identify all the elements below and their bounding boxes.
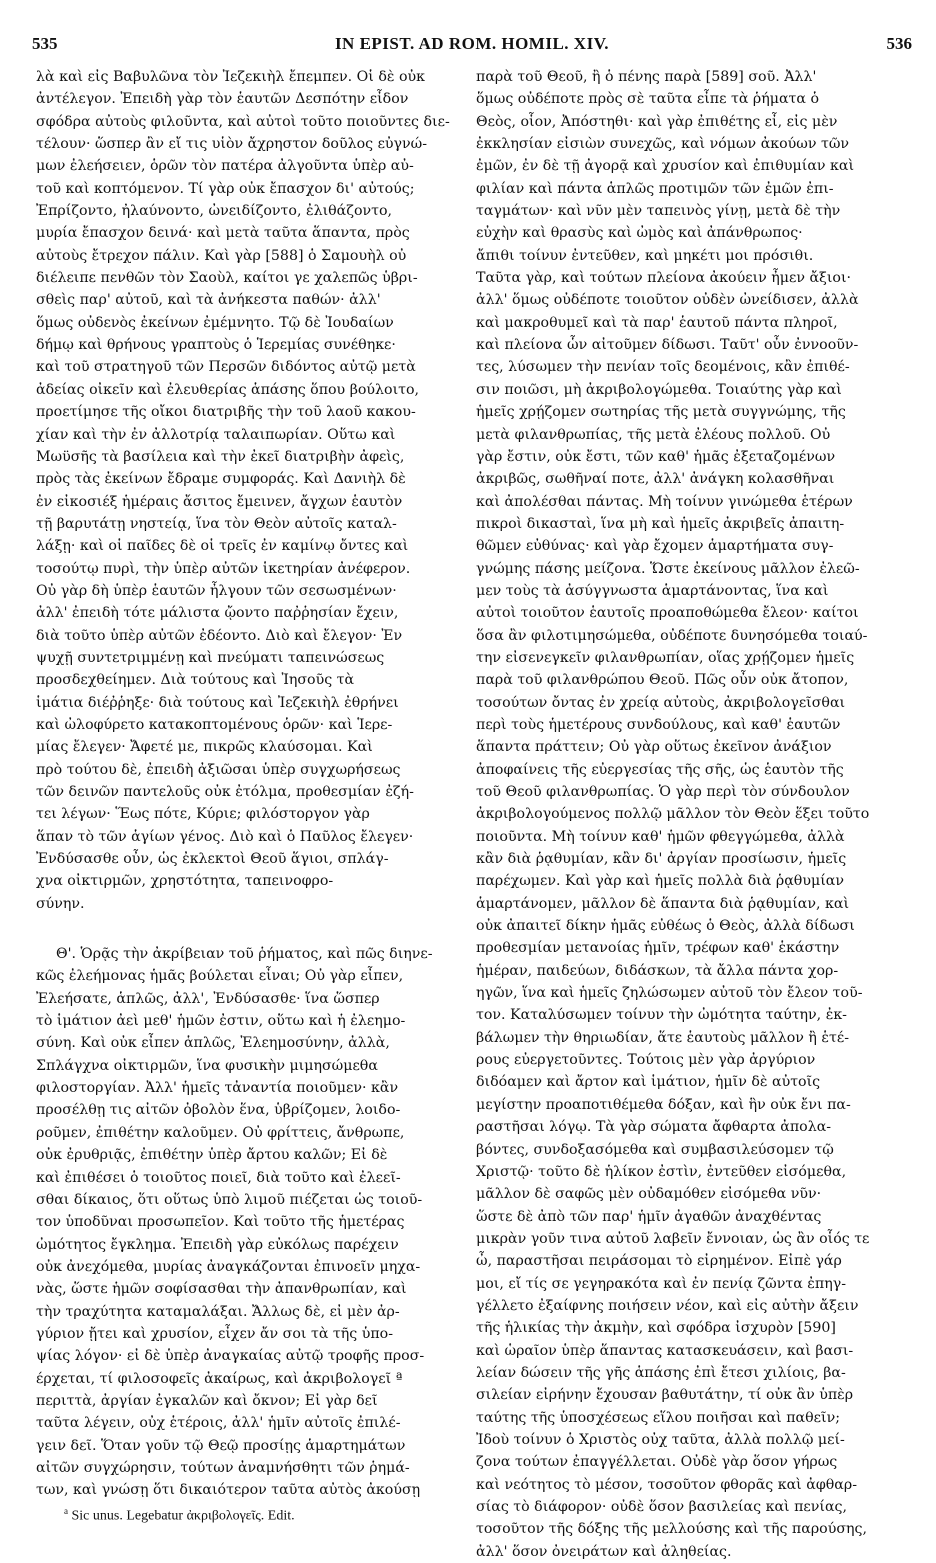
text-line: καὶ μακροθυμεῖ καὶ τὰ παρ' ἑαυτοῦ πάντα πληροῖ,	[476, 314, 838, 331]
text-line: φιλίαν καὶ πάντα ἁπλῶς προτιμῶν τῶν ἐμῶν ἐπι-	[476, 180, 834, 197]
running-header	[32, 34, 912, 60]
text-line: Χριστῷ· τοῦτο δὲ ἡλίκον ἐστὶν, ἐντεῦθεν εἰσόμεθα,	[476, 1163, 847, 1180]
text-line: οὐκ ἐρυθριᾷς, ἐπιθέτην ὑπὲρ ἄρτου καλῶν; Εἰ δὲ	[36, 1147, 388, 1164]
left-column	[36, 66, 454, 1502]
text-line: ἅπαν τὸ τῶν ἁγίων γένος. Διὸ καὶ ὁ Παῦλος ἔλεγεν·	[36, 828, 414, 845]
text-line: ἁμαρτάνομεν, μᾶλλον δὲ ἅπαντα διὰ ῥᾳθυμίαν, καὶ	[476, 895, 850, 912]
text-line: ψίας λόγον· εἰ δὲ ὑπὲρ ἀναγκαίας αὐτῷ τροφῆς προσ-	[36, 1348, 425, 1365]
text-line: Ἐπρίζοντο, ἠλαύνοντο, ὠνειδίζοντο, ἐλιθάζοντο,	[36, 203, 393, 220]
text-line: Ἐνδύσασθε οὖν, ὡς ἐκλεκτοὶ Θεοῦ ἅγιοι, σπλάγ-	[36, 851, 389, 868]
text-line: παρὰ τοῦ Θεοῦ, ἢ ὁ πένης παρὰ [589] σοῦ. Ἀλλ'	[476, 69, 817, 85]
text-line: Σπλάγχνα οἰκτιρμῶν, ἵνα φυσικὴν μιμησώμεθα	[36, 1057, 378, 1074]
text-line: δήμῳ καὶ θρήνους γραπτοὺς ὁ Ἱερεμίας συνέθηκε·	[36, 337, 396, 354]
running-title: IN EPIST. AD ROM. HOMIL. XIV.	[334, 34, 610, 53]
text-line: βόντες, συνδοξασόμεθα καὶ συμβασιλεύσομεν τῷ	[476, 1141, 834, 1158]
text-line: τοσούτῳ πυρὶ, τὴν ὑπὲρ αὐτῶν ἱκετηρίαν ἀνέφερον.	[36, 560, 411, 577]
text-line: ταῦτα λέγειν, οὐχ ἑτέροις, ἀλλ' ἡμῖν αὐτοῖς ἐπιλέ-	[36, 1415, 401, 1432]
text-line: ἡμέραν, παιδεύων, διδάσκων, τὰ ἄλλα πάντα χορ-	[476, 962, 839, 979]
text-line: αὐτοὶ τοιοῦτον ἑαυτοῖς προαποθώμεθα ἔλεον· καίτοι	[476, 605, 859, 622]
text-line: ἀκριβῶς, σωθῆναί ποτε, ἀλλ' ἀνάγκη κολασθῆναι	[476, 471, 835, 488]
text-line: περὶ τοὺς ἡμετέρους συνδούλους, καὶ καθ' ἑαυτῶν	[476, 716, 841, 733]
text-line: τῇ βαρυτάτῃ νηστείᾳ, ἵνα τὸν Θεὸν αὐτοῖς καταλ-	[36, 515, 397, 532]
text-line: βάλωμεν τὴν θηριωδίαν, ἅτε ἑαυτοὺς μᾶλλον ἢ ἑτέ-	[476, 1029, 850, 1046]
text-line: οὐκ ἀνεχόμεθα, μυρίας ἀναγκάζονται ἐπινοεῖν μηχα-	[36, 1258, 421, 1275]
text-line: σιλείαν εἰρήνην ἔχουσαν βαθυτάτην, τί οὐκ ἂν ὑπὲρ	[476, 1387, 854, 1404]
text-line: διὰ τοῦτο ὑπὲρ αὐτῶν ἐδέοντο. Διὸ καὶ ἔλεγον· Ἐν	[36, 627, 403, 644]
text-line: γειν δεῖ. Ὅταν γοῦν τῷ Θεῷ προσίῃς ἁμαρτημάτων	[36, 1437, 406, 1454]
text-line: ἡμεῖς χρῄζομεν σωτηρίας τῆς μετὰ συγγνώμης, τῆς	[476, 404, 846, 421]
text-line: τοσούτων ὄντας ἐν χρείᾳ αὐτοὺς, ἀκριβολογεῖσθαι	[476, 694, 846, 711]
left-column-text-part2	[36, 943, 454, 1502]
text-line: πικροὶ δικασταὶ, ἵνα μὴ καὶ ἡμεῖς ἀκριβεῖς ἀπαιτη-	[476, 515, 845, 532]
text-line: διδόαμεν καὶ ἄρτον καὶ ἱμάτιον, ἡμῖν δὲ αὐτοῖς	[476, 1074, 821, 1091]
right-column-text	[476, 66, 900, 1563]
text-line: τῆς ἡλικίας τὴν ἀκμὴν, καὶ σφόδρα ἰσχυρὸν [590]	[476, 1320, 836, 1337]
text-line: προσδεχθείημεν. Διὰ τούτους καὶ Ἰησοῦς τὰ	[36, 672, 355, 689]
text-line: χνα οἰκτιρμῶν, χρηστότητα, ταπεινοφρο-	[36, 873, 334, 890]
text-line: ταγμάτων· καὶ νῦν μὲν ταπεινὸς γίνῃ, μετὰ δὲ τὴν	[476, 203, 841, 220]
text-line: γνώμης πάσης μείζονα. Ὥστε ἐκείνους μᾶλλον ἐλεῶ-	[476, 560, 860, 577]
text-line: προετίμησε τῆς οἴκοι διατριβῆς τὴν τοῦ λαοῦ κακου-	[36, 404, 416, 421]
text-line: ἄπιθι τοίνυν ἐντεῦθεν, καὶ μηκέτι μοι πρόσιθι.	[476, 247, 814, 264]
text-line: τοῦ καὶ κοπτόμενον. Τί γὰρ οὐκ ἔπασχον δι' αὐτούς;	[36, 180, 415, 197]
text-line: τὸ ἱμάτιον ἀεὶ μεθ' ἡμῶν ἐστιν, οὕτω καὶ ἡ ἐλεημο-	[36, 1013, 406, 1030]
text-line: μικρὰν γοῦν τινα αὐτοῦ λαβεῖν ἔννοιαν, ὡς ἂν οἷός τε	[476, 1230, 870, 1247]
text-line: περιττὰ, ἀργίαν ἐγκαλῶν καὶ ὄκνον; Εἰ γὰρ δεῖ	[36, 1392, 378, 1409]
text-line: καὶ ἐπιθέσει ὁ τοιοῦτος ποιεῖ, διὰ τοῦτο καὶ ἐλεεῖ-	[36, 1169, 401, 1186]
text-line: την εἰσενεγκεῖν φιλανθρωπίαν, οἵας χρῄζομεν ἡμεῖς	[476, 649, 855, 666]
text-line: κῶς ἐλεήμονας ἡμᾶς βούλεται εἶναι; Οὐ γὰρ εἶπεν,	[36, 968, 404, 985]
text-line: μεγίστην προαποτιθέμεθα δόξαν, καὶ ἣν οὐκ ἔνι πα-	[476, 1096, 851, 1113]
text-line: προσέλθῃ τις αἰτῶν ὀβολὸν ἕνα, ὑβρίζομεν, λοιδο-	[36, 1102, 401, 1119]
text-line: ἀντέλεγον. Ἐπειδὴ γὰρ τὸν ἑαυτῶν Δεσπότην εἶδον	[36, 91, 409, 108]
text-line: χίαν καὶ τὴν ἐν ἀλλοτρίᾳ ταλαιπωρίαν. Οὕτω καὶ	[36, 426, 396, 443]
text-line: καὶ πλείονα ὧν αἰτοῦμεν δίδωσι. Ταῦτ' οὖν ἐννοοῦν-	[476, 337, 859, 354]
text-line: σφόδρα αὐτοὺς φιλοῦντα, καὶ αὐτοὶ τοῦτο ποιοῦντες διε-	[36, 113, 450, 130]
text-line: μετὰ φιλανθρωπίας, τῆς μετὰ ἐλέους πολλοῦ. Οὐ	[476, 426, 831, 443]
text-line: ὦ, παραστῆσαι πειράσομαι τὸ εἰρημένον. Εἰπὲ γάρ	[476, 1253, 842, 1270]
text-line: σύνη. Καὶ οὐκ εἶπεν ἁπλῶς, Ἐλεημοσύνην, ἀλλὰ,	[36, 1035, 390, 1052]
text-line: ἀδείας οἰκεῖν καὶ ἐλευθερίας ἁπάσης ὅπου βούλοιτο,	[36, 381, 420, 398]
text-line: ἀλλ' ἐπειδὴ τότε μάλιστα ᾤοντο παῤῥησίαν ἔχειν,	[36, 605, 399, 622]
footnote-marker: a	[64, 1506, 68, 1516]
text-line: ἀκριβολογούμενος πολλῷ μᾶλλον τὸν Θεὸν ἕξει τοῦτο	[476, 806, 870, 823]
text-line: ἐν εἰκοσιέξ ἡμέραις ἄσιτος ἔμεινεν, ἄγχων ἑαυτὸν	[36, 493, 403, 510]
text-line: αἰτῶν συγχώρησιν, τούτων ἀναμνήσθητι τῶν ῥημά-	[36, 1459, 410, 1476]
text-line: ἀλλ' ὅμως οὐδέποτε τοιοῦτον οὐδὲν ὠνείδισεν, ἀλλὰ	[476, 292, 859, 309]
text-line: έρχεται, τί φιλοσοφεῖς ἀκαίρως, καὶ ἀκριβολογεῖ ª	[36, 1370, 403, 1387]
text-line: Οὐ γὰρ δὴ ὑπὲρ ἑαυτῶν ἦλγουν τῶν σεσωσμένων·	[36, 582, 397, 599]
text-line: καὶ τοῦ στρατηγοῦ τῶν Περσῶν διδόντος αὐτῷ μετὰ	[36, 359, 416, 376]
text-line: ροῦμεν, ἐπιθέτην καλοῦμεν. Οὐ φρίττεις, ἄνθρωπε,	[36, 1124, 405, 1141]
text-line: ρους εὐεργετοῦντες. Τούτοις μὲν γὰρ ἀργύριον	[476, 1052, 816, 1069]
text-line: διέλειπε πενθῶν τὸν Σαοὺλ, καίτοι γε χαλεπῶς ὑβρι-	[36, 270, 418, 287]
text-line: Θεὸς, οἷον, Ἀπόστηθι· καὶ γὰρ ἐπιθέτης εἶ, εἰς μὲν	[476, 113, 838, 130]
text-line: ὅμως οὐδενὸς ἐκείνων ἐμέμνητο. Τῷ δὲ Ἰουδαίων	[36, 314, 394, 331]
text-line: Ἰδοὺ τοίνυν ὁ Χριστὸς οὐχ ταῦτα, ἀλλὰ πολλῷ μεί-	[476, 1431, 845, 1448]
text-line: μυρία ἔπασχον δεινά· καὶ μετὰ ταῦτα ἅπαντα, πρὸς	[36, 225, 410, 242]
text-line: ὅμως οὐδέποτε πρὸς σὲ ταῦτα εἶπε τὰ ῥήματα ὁ	[476, 91, 820, 108]
text-line: ἅπαντα πράττειν; Οὐ γὰρ οὕτως ἐκεῖνον ἀνάξιον	[476, 739, 832, 756]
text-line: σίας τὸ διάφορον· οὐδὲ ὅσον βασιλείας καὶ πενίας,	[476, 1499, 847, 1515]
text-line: ποιοῦντα. Μὴ τοίνυν καθ' ἡμῶν φθεγγώμεθα, ἀλλὰ	[476, 828, 845, 845]
text-line: ὥστε δὲ ἀπὸ τῶν παρ' ἡμῖν ἀγαθῶν ἀναχθέντας	[476, 1208, 822, 1225]
text-line: Ἐλεήσατε, ἁπλῶς, ἀλλ', Ἐνδύσασθε· ἵνα ὥσπερ	[36, 990, 380, 1007]
text-line: γὰρ ἔστιν, οὐκ ἔστι, τῶν καθ' ἡμᾶς ἐξεταζομένων	[476, 448, 836, 465]
text-line: ψυχῇ συντετριμμένῃ καὶ πνεύματι ταπεινώσεως	[36, 649, 385, 666]
text-line: καὶ νεότητος τὸ μέσον, τοσοῦτον φθορᾶς καὶ ἀφθαρ-	[476, 1476, 858, 1493]
text-line: μοι, εἴ τίς σε γεγηρακότα καὶ ἐν πενίᾳ ζῶντα ἐπηγ-	[476, 1275, 847, 1292]
text-line: καὶ ὠλοφύρετο κατακοπτομένους ὁρῶν· καὶ Ἱερε-	[36, 716, 393, 733]
text-line: προθεσμίαν μετανοίας ἡμῖν, τρέφων καθ' ἑκάστην	[476, 940, 840, 957]
text-line: των, καὶ γνώσῃ ὅτι δικαιότερον ταῦτα αὐτὸς ἀκούσῃ	[36, 1482, 421, 1499]
text-line: λείαν δώσειν τῆς γῆς ἁπάσης ἐπὶ ἔτεσι χιλίοις, βα-	[476, 1364, 846, 1381]
text-line: ηγῶν, ἵνα καὶ ἡμεῖς ζηλώσωμεν αὐτοῦ τὸν ἔλεον τοῦ-	[476, 985, 863, 1002]
text-line: ἀποφαίνεις τῆς εὐεργεσίας τῆς σῆς, ὡς ἑαυτὸν τῆς	[476, 761, 844, 778]
text-line: μίας ἔλεγεν· Ἄφετέ με, πικρῶς κλαύσομαι. Καὶ	[36, 739, 373, 756]
text-line: ζονα τούτων ἐπαγγέλλεται. Οὐδὲ γὰρ ὅσον γήρως	[476, 1454, 838, 1471]
text-line: νὰς, ὥστε ἡμῶν σοφίσασθαι τὴν ἀπανθρωπίαν, καὶ	[36, 1281, 407, 1298]
text-line: ραστῆσαι λόγῳ. Τὰ γὰρ σώματα ἄφθαρτα ἀπολα-	[476, 1119, 832, 1136]
text-line: μων ἐλεήσειεν, ὁρῶν τὸν πατέρα ἀλγοῦντα ὑπὲρ αὐ-	[36, 158, 414, 175]
text-line: φιλοστοργίαν. Ἀλλ' ἡμεῖς τἀναντία ποιοῦμεν· κἂν	[36, 1080, 399, 1097]
text-line: μεν τοὺς τὰ ἀσύγγνωστα ἁμαρτάνοντας, ἵνα καὶ	[476, 582, 829, 599]
text-line: παρέχωμεν. Καὶ γὰρ καὶ ἡμεῖς πολλὰ διὰ ῥᾳθυμίαν	[476, 873, 844, 890]
text-line: ἐμῶν, ἐν δὲ τῇ ἀγορᾷ καὶ χρυσίον καὶ ἐπιθυμίαν καὶ	[476, 158, 855, 175]
text-line: σθαι δίκαιος, ὅτι οὕτως ὑπὸ λιμοῦ πιέζεται ὡς τοιοῦ-	[36, 1191, 423, 1208]
text-line: ἐκκλησίαν εἰσιὼν συνεχῶς, καὶ νόμων ἀκούων τῶν	[476, 136, 850, 153]
text-line: τον ὑποδῦναι προσωπεῖον. Καὶ τοῦτο τῆς ἡμετέρας	[36, 1214, 405, 1231]
text-line: θῶμεν εὐθύνας· καὶ γὰρ ἔχομεν ἁμαρτήματα συγ-	[476, 538, 834, 555]
text-line: παρὰ τοῦ φιλανθρώπου Θεοῦ. Πῶς οὖν οὐκ ἄτοπον,	[476, 672, 849, 689]
text-line: καὶ ὡραῖον ὑπὲρ ἅπαντας κατασκευάσειν, καὶ βασι-	[476, 1342, 854, 1359]
text-line: τῶν δεινῶν παντελοῦς οὐκ ἐτόλμα, προθεσμίαν ἐζή-	[36, 784, 414, 800]
text-line: Ταῦτα γὰρ, καὶ τούτων πλείονα ἀκούειν ἦμεν ἄξιοι·	[476, 270, 852, 287]
text-line: σθεὶς παρ' αὐτοῦ, καὶ τὰ ἀνήκεστα παθών· ἀλλ'	[36, 292, 381, 309]
text-line: γέλλετο ἐξαίφνης ποιήσειν νέον, καὶ εἰς αὐτὴν ἄξειν	[476, 1297, 859, 1314]
text-line: κἂν διὰ ῥᾳθυμίαν, κἂν δι' ἀργίαν προσίωσιν, ἡμεῖς	[476, 851, 847, 868]
text-line: τὴν τραχύτητα καταμαλάξαι. Ἄλλως δὲ, εἰ μὲν ἀρ-	[36, 1303, 400, 1320]
text-line: ἱμάτια διέῤῥηξε· διὰ τούτους καὶ Ἰεζεκιὴλ ἐθρήνει	[36, 694, 399, 711]
page-number-right: 536	[886, 34, 912, 53]
text-line: ὠμότητος ἔγκλημα. Ἐπειδὴ γὰρ εὐκόλως παρέχειν	[36, 1236, 399, 1253]
text-line: λὰ καὶ εἰς Βαβυλῶνα τὸν Ἰεζεκιὴλ ἔπεμπεν. Οἱ δὲ οὐκ	[36, 69, 426, 85]
text-line: ὅσα ἂν φιλοτιμησώμεθα, οὐδέποτε δυνησόμεθα τοιαύ-	[476, 627, 868, 644]
text-line: σύνην.	[36, 895, 85, 912]
page-number-left: 535	[32, 34, 58, 53]
text-line: τοῦ Θεοῦ φιλανθρωπίας. Ὁ γὰρ περὶ τὸν σύνδουλον	[476, 784, 850, 800]
text-line: τον. Καταλύσωμεν τοίνυν τὴν ὠμότητα ταύτην, ἐκ-	[476, 1007, 847, 1024]
text-line: γύριον ᾔτει καὶ χρυσίον, εἶχεν ἄν σοι τὰ τῆς ὑπο-	[36, 1325, 394, 1342]
text-line: πρὸ τούτου δὲ, ἐπειδὴ ἀξιῶσαι ὑπὲρ συγχωρήσεως	[36, 761, 401, 778]
footnote-text: Sic unus. Legebatur ἀκριβολογεῖς. Edit.	[71, 1508, 295, 1524]
text-line: Θ'. Ὁρᾷς τὴν ἀκρίβειαν τοῦ ῥήματος, καὶ πῶς διηνε-	[56, 946, 433, 963]
text-line: πρὸς τὰς ἐκείνων ἔδραμε συμφοράς. Καὶ Δανιὴλ δὲ	[36, 471, 406, 488]
left-column-text-part1	[36, 66, 454, 915]
text-line: οὐκ ἀπαιτεῖ δίκην ἡμᾶς εὐθέως ὁ Θεὸς, ἀλλὰ δίδωσι	[476, 918, 855, 935]
text-line: εὐχὴν καὶ θρασὺς καὶ ὠμὸς καὶ ἀπάνθρωπος·	[476, 225, 803, 242]
right-column	[476, 66, 900, 1563]
text-line: ταύτης τῆς ὑποσχέσεως εἵλου ποιῆσαι καὶ παθεῖν;	[476, 1409, 840, 1426]
text-line: Μωϋσῆς τὰ βασίλεια καὶ τὴν ἐκεῖ διατριβὴν ἀφεὶς,	[36, 448, 405, 465]
text-line: τοσοῦτον τῆς δόξης τῆς μελλούσης καὶ τῆς παρούσης,	[476, 1521, 867, 1538]
text-line: τει λέγων· Ἕως πότε, Κύριε; φιλόστοργον γὰρ	[36, 806, 370, 823]
text-line: λάξῃ· καὶ οἱ παῖδες δὲ οἱ τρεῖς ἐν καμίνῳ ὄντες καὶ	[36, 538, 409, 555]
text-line: ἀλλ' ὅσον ὀνειράτων καὶ ἀληθείας.	[476, 1543, 732, 1560]
text-line: σιν ποιῶσι, μὴ ἀκριβολογώμεθα. Τοιαύτης γὰρ καὶ	[476, 381, 842, 398]
text-line: τέλουν· ὥσπερ ἂν εἴ τις υἱὸν ἄχρηστον δοῦλος εὐγνώ-	[36, 136, 428, 153]
text-line: καὶ ἀπολέσθαι πάντας. Μὴ τοίνυν γινώμεθα ἑτέρων	[476, 493, 853, 510]
section-gap	[36, 915, 454, 943]
text-line: μᾶλλον δὲ σαφῶς μὲν οὐδαμόθεν εἰσόμεθα νῦν·	[476, 1186, 822, 1203]
text-line: τες, λύσωμεν τὴν πενίαν τοῖς δεομένοις, κἂν ἐπιθέ-	[476, 359, 850, 376]
text-line: αὐτοὺς ἔτρεχον πάλιν. Καὶ γὰρ [588] ὁ Σαμουὴλ οὐ	[36, 247, 407, 264]
footnote	[64, 1506, 295, 1525]
